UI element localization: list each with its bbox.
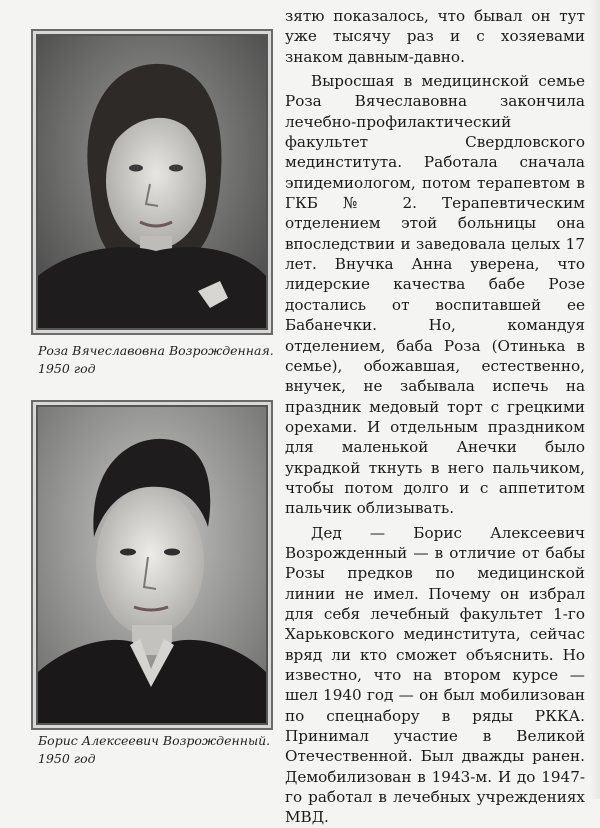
photo-caption-woman: Роза Вячеславовна Возрожденная. 1950 год <box>38 343 274 376</box>
page-edge <box>590 0 600 799</box>
photo-caption-man: Борис Алексеевич Возрожденный. 1950 год <box>38 733 271 766</box>
portrait-man-image <box>38 407 266 723</box>
photo-column <box>0 0 282 799</box>
portrait-photo-woman <box>36 34 268 330</box>
portrait-photo-man <box>36 405 268 725</box>
paragraph-continuation: зятю показалось, что бывал он тут уже тысячу раз и с хозяевами знаком давным-давно. <box>285 7 585 66</box>
paragraph-roza: Выросшая в медицинской семье Роза Вячеславовна закончила лечебно-профилактический факультет Свердловского мединститута. Работала сначала эпидемиологом, потом терапевтом в ГКБ № 2. Терапевтическим отделением этой больницы она впоследствии и заведовала целых 17 лет. Внучка Анна уверена, что лидерские качества бабе Розе достались от воспитавшей ее Бабанечки. Но, командуя отделением, баба Роза (Отинька в семье), обожавшая, естественно, внучек, не забывала испечь на праздник медовый торт с грецкими орехами. И отдельным праздником для маленькой Анечки было украдкой ткнуть в него пальчиком, чтобы потом долго и с аппетитом пальчик облизывать. <box>285 72 585 518</box>
paragraph-boris: Дед — Борис Алексеевич Возрожденный — в отличие от бабы Розы предков по медицинской линии не имел. Почему он избрал для себя лечебный факультет 1-го Харьковского мединститута, сейчас вряд ли кто сможет объяснить. Но известно, что на втором курсе — шел 1940 год — он был мобилизован по спецнабору в ряды РККА. Принимал участие в Великой Отечественной. Был дважды ранен. Демобилизован в 1943-м. И до 1947-го работал в лечебных учреждениях МВД. <box>285 523 585 827</box>
article-text <box>285 6 585 828</box>
portrait-woman-image <box>38 36 266 328</box>
